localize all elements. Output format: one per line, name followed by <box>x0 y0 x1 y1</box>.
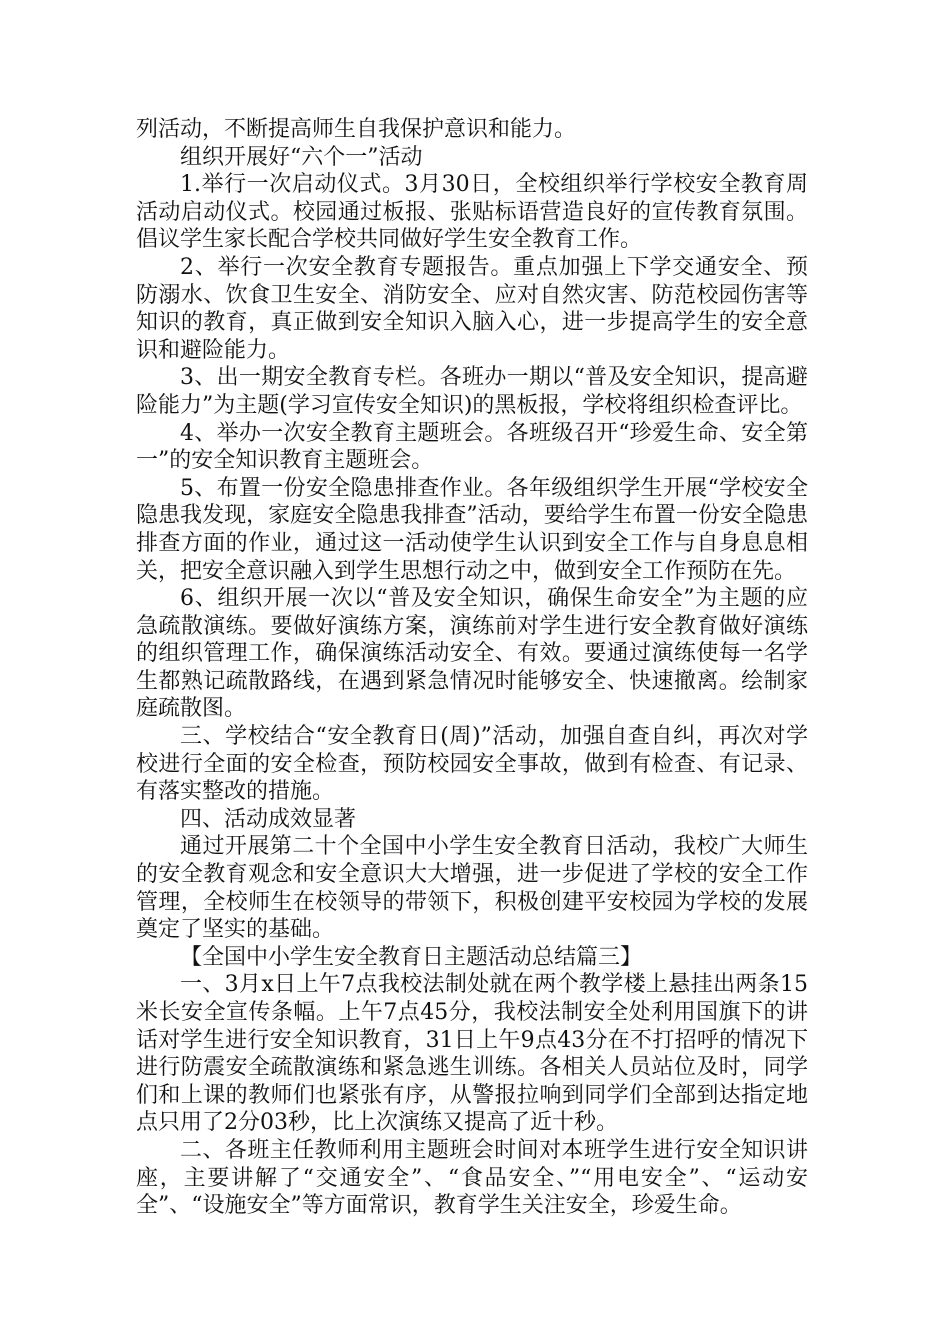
paragraph-item-2: 2、举行一次安全教育专题报告。重点加强上下学交通安全、预防溺水、饮食卫生安全、消防安全、应对自然灾害、防范校园伤害等知识的教育，真正做到安全知识入脑入心，进一步提高学生的安全意识和避险能力。 <box>136 254 808 363</box>
paragraph-continuation: 列活动，不断提高师生自我保护意识和能力。 <box>136 117 577 142</box>
paragraph-part-three-item-1: 一、3月x日上午7点我校法制处就在两个教学楼上悬挂出两条15米长安全宣传条幅。上午7点45分，我校法制安全处利用国旗下的讲话对学生进行安全知识教育，31日上午9点43分在不打招呼的情况下进行防震安全疏散演练和紧急逃生训练。各相关人员站位及时，同学们和上课的教师们也紧张有序，从警报拉响到同学们全部到达指定地点只用了2分03秒，比上次演练又提高了近十秒。 <box>136 972 808 1136</box>
paragraph-item-4: 4、举办一次安全教育主题班会。各班级召开“珍爱生命、安全第一”的安全知识教育主题班会。 <box>136 420 808 474</box>
paragraph-item-6: 6、组织开展一次以“普及安全知识，确保生命安全”为主题的应急疏散演练。要做好演练方案，演练前对学生进行安全教育做好演练的组织管理工作，确保演练活动安全、有效。要通过演练使每一名学生都熟记疏散路线，在遇到紧急情况时能够安全、快速撤离。绘制家庭疏散图。 <box>136 586 808 722</box>
paragraph-part-three-item-2: 二、各班主任教师利用主题班会时间对本班学生进行安全知识讲座，主要讲解了“交通安全”、“食品安全、”“用电安全”、“运动安全”、“设施安全”等方面常识，教育学生关注安全，珍爱生命。 <box>136 1137 808 1219</box>
paragraph-section-four-heading: 四、活动成效显著 <box>180 806 357 832</box>
paragraph-section-three: 三、学校结合“安全教育日(周)”活动，加强自查自纠，再次对学校进行全面的安全检查，预防校园安全事故，做到有检查、有记录、有落实整改的措施。 <box>136 724 808 805</box>
paragraph-six-activities-heading: 组织开展好“六个一”活动 <box>180 144 423 170</box>
paragraph-results: 通过开展第二十个全国中小学生安全教育日活动，我校广大师生的安全教育观念和安全意识大大增强，进一步促进了学校的安全工作管理，全校师生在校领导的带领下，积极创建平安校园为学校的发展奠定了坚实的基础。 <box>136 834 808 943</box>
paragraph-item-3: 3、出一期安全教育专栏。各班办一期以“普及安全知识，提高避险能力”为主题(学习宣传安全知识)的黑板报，学校将组织检查评比。 <box>136 365 808 418</box>
paragraph-item-1: 1.举行一次启动仪式。3月30日，全校组织举行学校安全教育周活动启动仪式。校园通过板报、张贴标语营造良好的宣传教育氛围。倡议学生家长配合学校共同做好学生安全教育工作。 <box>136 172 808 253</box>
document-body <box>136 116 808 1220</box>
paragraph-part-three-title: 【全国中小学生安全教育日主题活动总结篇三】 <box>180 944 643 970</box>
paragraph-item-5: 5、布置一份安全隐患排查作业。各年级组织学生开展“学校安全隐患我发现，家庭安全隐患我排查”活动，要给学生布置一份安全隐患排查方面的作业，通过这一活动使学生认识到安全工作与自身息息相关，把安全意识融入到学生思想行动之中，做到安全工作预防在先。 <box>136 475 808 584</box>
